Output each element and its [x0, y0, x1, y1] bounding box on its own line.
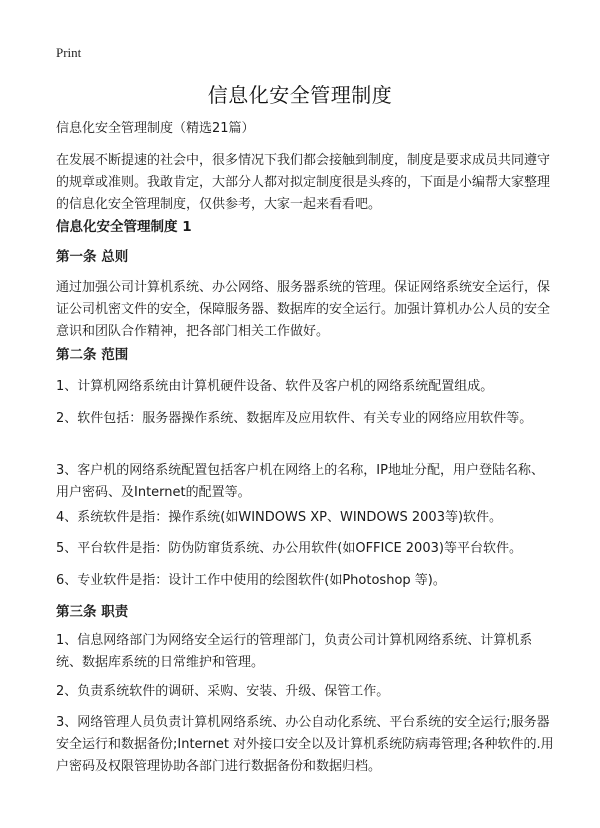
page-title: 信息化安全管理制度	[207, 83, 393, 107]
article-2-heading: 第二条 范围	[56, 347, 129, 363]
list-item: 1、信息网络部门为网络安全运行的管理部门，负责公司计算机网络系统、计算机系统、数据库系统的日常维护和管理。	[56, 633, 533, 670]
list-item: 4、系统软件是指：操作系统(如WINDOWS XP、WINDOWS 2003等)软件。	[56, 510, 503, 525]
intro-paragraph: 在发展不断提速的社会中，很多情况下我们都会接触到制度，制度是要求成员共同遵守的规章或准则。我敢肯定，大部分人都对拟定制度很是头疼的，下面是小编帮大家整理的信息化安全管理制度，仅供参考，大家一起来看看吧。	[56, 153, 551, 212]
print-link[interactable]: Print	[56, 45, 82, 60]
list-item: 2、软件包括：服务器操作系统、数据库及应用软件、有关专业的网络应用软件等。	[56, 411, 533, 426]
list-item: 3、网络管理人员负责计算机网络系统、办公自动化系统、平台系统的安全运行;服务器安全运行和数据备份;Internet 对外接口安全以及计算机系统防病毒管理;各种软件的.用户密码及权限管理协助各部门进行数据备份和数据归档。	[56, 715, 554, 774]
list-item: 5、平台软件是指：防伪防窜货系统、办公用软件(如OFFICE 2003)等平台软件。	[56, 541, 522, 556]
list-item: 2、负责系统软件的调研、采购、安装、升级、保管工作。	[56, 684, 390, 699]
list-item: 1、计算机网络系统由计算机硬件设备、软件及客户机的网络系统配置组成。	[56, 379, 494, 394]
list-item: 3、客户机的网络系统配置包括客户机在网络上的名称，IP地址分配，用户登陆名称、用户密码、及Internet的配置等。	[56, 463, 544, 500]
list-item: 6、专业软件是指：设计工作中使用的绘图软件(如Photoshop 等)。	[56, 573, 446, 588]
article-1-body: 通过加强公司计算机系统、办公网络、服务器系统的管理。保证网络系统安全运行，保证公司机密文件的安全，保障服务器、数据库的安全运行。加强计算机办公人员的安全意识和团队合作精神，把各部门相关工作做好。	[56, 280, 551, 339]
article-3-heading: 第三条 职责	[56, 604, 129, 620]
subtitle: 信息化安全管理制度（精选21篇）	[56, 121, 255, 136]
section-title: 信息化安全管理制度 1	[56, 219, 192, 235]
article-1-heading: 第一条 总则	[56, 249, 129, 265]
